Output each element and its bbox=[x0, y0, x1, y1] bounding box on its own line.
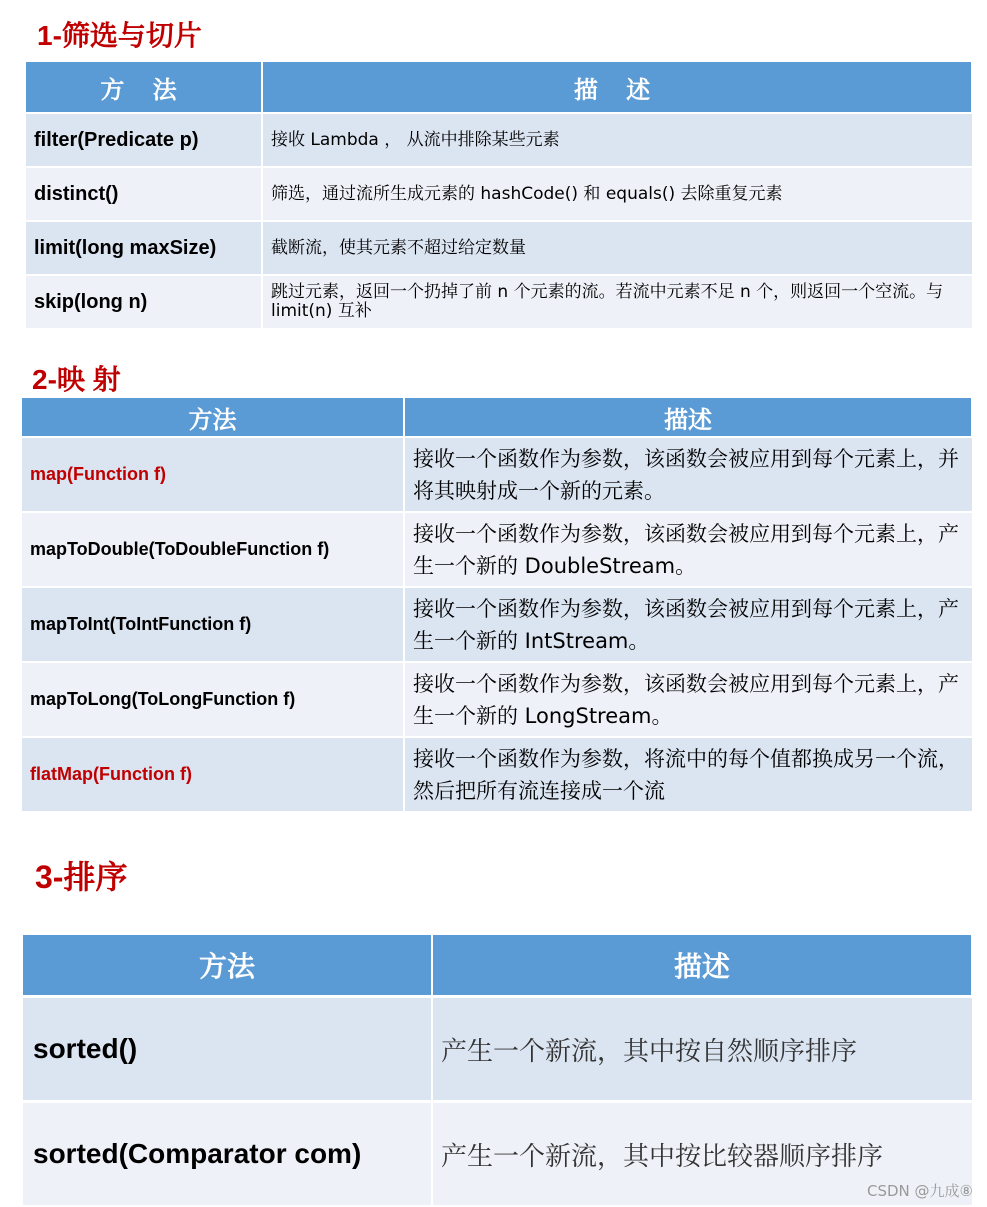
method-name: filter(Predicate p) bbox=[26, 113, 262, 167]
method-name: distinct() bbox=[26, 167, 262, 221]
table-header-row bbox=[26, 62, 972, 113]
method-description: 接收一个函数作为参数，将流中的每个值都换成另一个流，然后把所有流连接成一个流 bbox=[404, 737, 972, 811]
description-header: 描 述 bbox=[262, 62, 972, 113]
watermark: CSDN @九成⑧ bbox=[867, 1182, 973, 1200]
table-row bbox=[22, 587, 972, 662]
method-name: map(Function f) bbox=[22, 437, 404, 512]
description-header: 描述 bbox=[432, 935, 972, 997]
method-description: 产生一个新流，其中按比较器顺序排序 bbox=[432, 1102, 972, 1206]
method-description: 接收一个函数作为参数，该函数会被应用到每个元素上，产生一个新的 IntStream。 bbox=[404, 587, 972, 662]
method-description: 接收一个函数作为参数，该函数会被应用到每个元素上，并将其映射成一个新的元素。 bbox=[404, 437, 972, 512]
sorting-table bbox=[23, 935, 973, 1205]
table-header-row bbox=[23, 935, 972, 997]
method-header: 方法 bbox=[22, 398, 404, 437]
method-name: limit(long maxSize) bbox=[26, 221, 262, 275]
table-row bbox=[22, 512, 972, 587]
table-row bbox=[26, 113, 972, 167]
method-name: mapToLong(ToLongFunction f) bbox=[22, 662, 404, 737]
method-header: 方 法 bbox=[26, 62, 262, 113]
method-description: 跳过元素，返回一个扔掉了前 n 个元素的流。若流中元素不足 n 个，则返回一个空流。与 limit(n) 互补 bbox=[262, 275, 972, 328]
filter-slice-table bbox=[26, 62, 973, 328]
table-row bbox=[26, 221, 972, 275]
method-description: 截断流，使其元素不超过给定数量 bbox=[262, 221, 972, 275]
method-name: sorted() bbox=[23, 997, 432, 1102]
method-name: sorted(Comparator com) bbox=[23, 1102, 432, 1206]
method-name: skip(long n) bbox=[26, 275, 262, 328]
method-header: 方法 bbox=[23, 935, 432, 997]
section-3-title: 3-排序 bbox=[35, 859, 128, 895]
method-name: mapToDouble(ToDoubleFunction f) bbox=[22, 512, 404, 587]
method-description: 接收一个函数作为参数，该函数会被应用到每个元素上，产生一个新的 DoubleStream。 bbox=[404, 512, 972, 587]
table-row bbox=[22, 437, 972, 512]
table-row bbox=[22, 737, 972, 811]
method-description: 接收一个函数作为参数，该函数会被应用到每个元素上，产生一个新的 LongStream。 bbox=[404, 662, 972, 737]
method-description: 产生一个新流，其中按自然顺序排序 bbox=[432, 997, 972, 1102]
table-row bbox=[23, 1102, 972, 1206]
mapping-table bbox=[22, 398, 973, 811]
table-row bbox=[22, 662, 972, 737]
method-name: flatMap(Function f) bbox=[22, 737, 404, 811]
method-name: mapToInt(ToIntFunction f) bbox=[22, 587, 404, 662]
description-header: 描述 bbox=[404, 398, 972, 437]
table-header-row bbox=[22, 398, 972, 437]
table-row bbox=[26, 167, 972, 221]
method-description: 筛选，通过流所生成元素的 hashCode() 和 equals() 去除重复元素 bbox=[262, 167, 972, 221]
method-description: 接收 Lambda ， 从流中排除某些元素 bbox=[262, 113, 972, 167]
table-row bbox=[23, 997, 972, 1102]
table-row bbox=[26, 275, 972, 328]
section-2-title: 2-映 射 bbox=[32, 364, 121, 395]
section-1-title: 1-筛选与切片 bbox=[37, 20, 202, 51]
